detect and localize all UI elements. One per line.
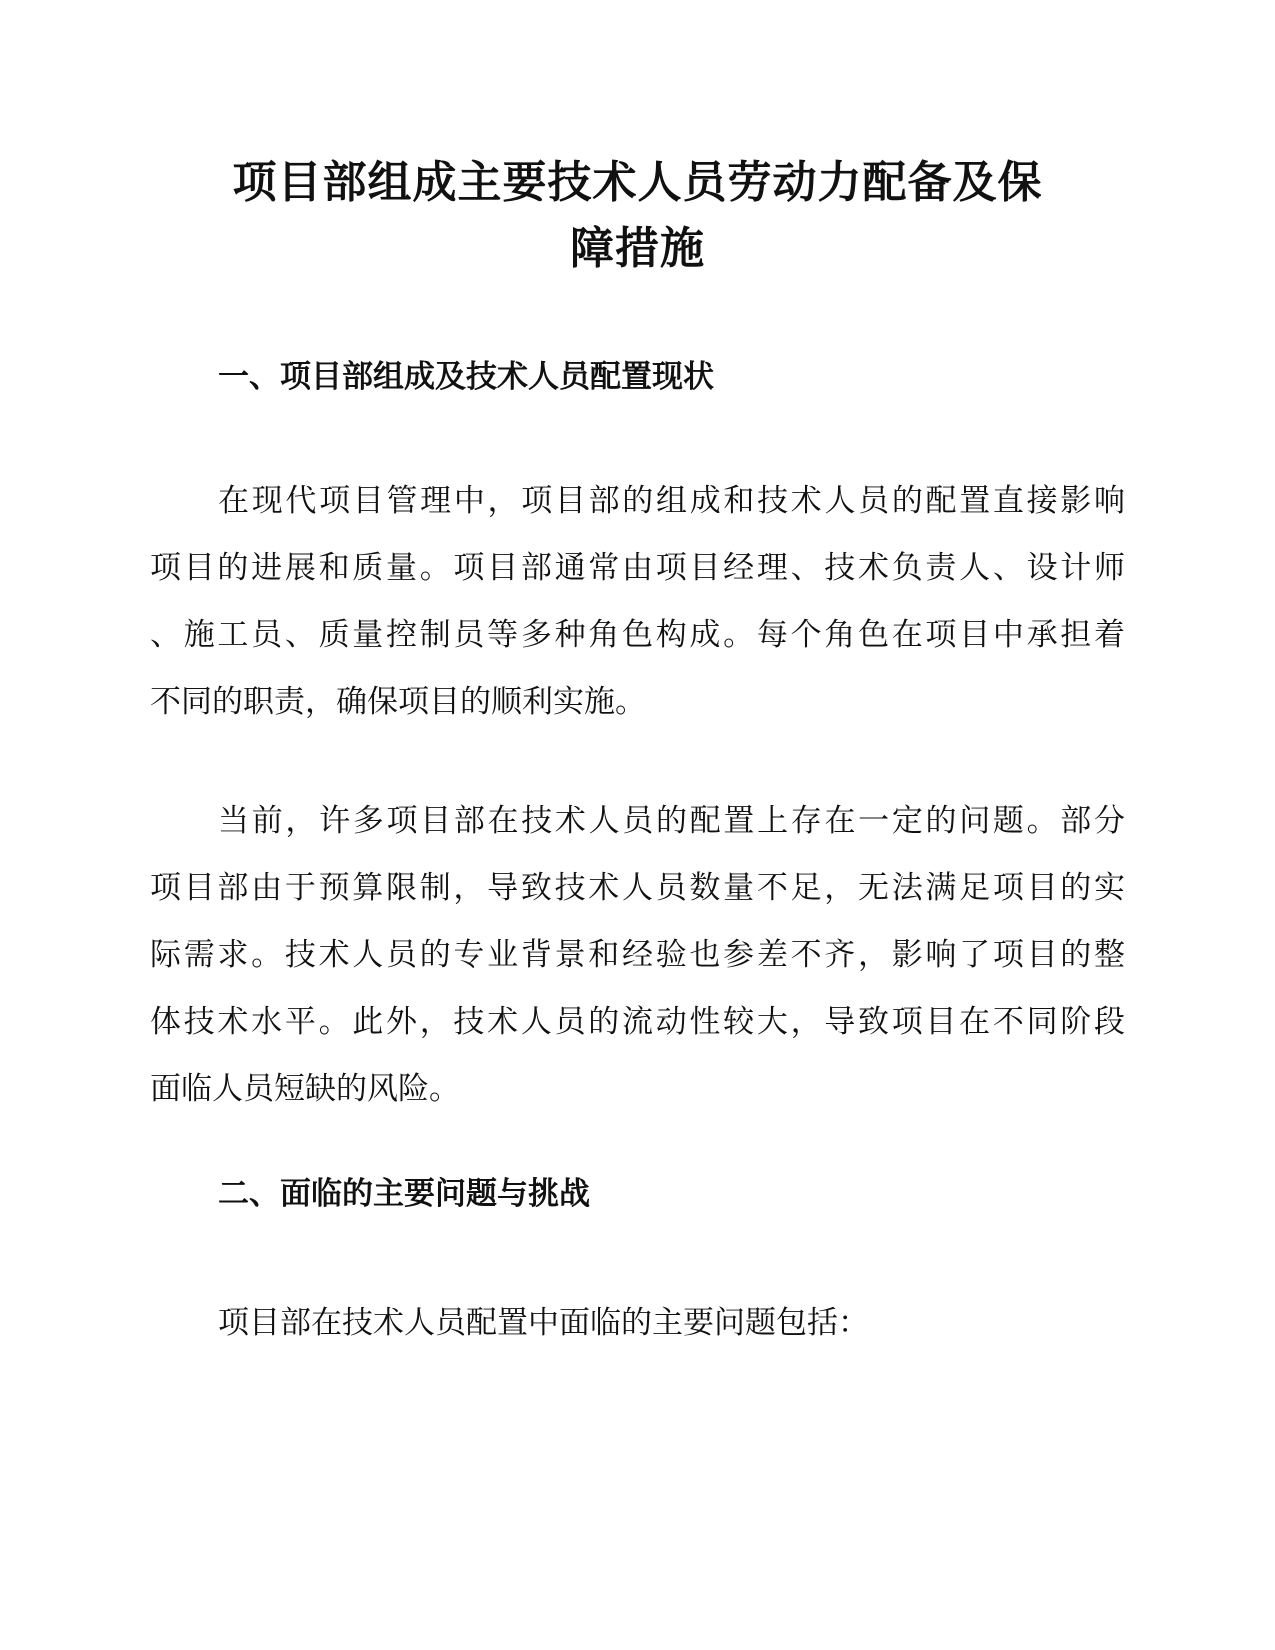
paragraph-line: 面临人员短缺的风险。 [150, 1071, 460, 1107]
section-1-paragraph-1 [150, 468, 1125, 736]
paragraph-line: 项目部在技术人员配置中面临的主要问题包括： [218, 1305, 869, 1341]
document-title [150, 150, 1125, 282]
paragraph-line: 项目的进展和质量。项目部通常由项目经理、技术负责人、设计师 [150, 550, 1125, 586]
paragraph-line: 不同的职责，确保项目的顺利实施。 [150, 684, 646, 720]
title-line-1: 项目部组成主要技术人员劳动力配备及保 [232, 157, 1043, 208]
paragraph-line: 当前，许多项目部在技术人员的配置上存在一定的问题。部分 [218, 803, 1125, 839]
paragraph-line: 、施工员、质量控制员等多种角色构成。每个角色在项目中承担着 [150, 617, 1125, 653]
paragraph-line: 际需求。技术人员的专业背景和经验也参差不齐，影响了项目的整 [150, 937, 1125, 973]
title-line-2: 障措施 [570, 223, 705, 274]
section-2-intro [150, 1290, 1125, 1357]
paragraph-line: 项目部由于预算限制，导致技术人员数量不足，无法满足项目的实 [150, 870, 1125, 906]
section-1-paragraph-2 [150, 788, 1125, 1123]
paragraph-line: 在现代项目管理中，项目部的组成和技术人员的配置直接影响 [218, 483, 1125, 519]
section-2-heading: 二、面临的主要问题与挑战 [218, 1176, 590, 1212]
paragraph-line: 体技术水平。此外，技术人员的流动性较大，导致项目在不同阶段 [150, 1004, 1125, 1040]
section-1-heading: 一、项目部组成及技术人员配置现状 [218, 359, 714, 395]
